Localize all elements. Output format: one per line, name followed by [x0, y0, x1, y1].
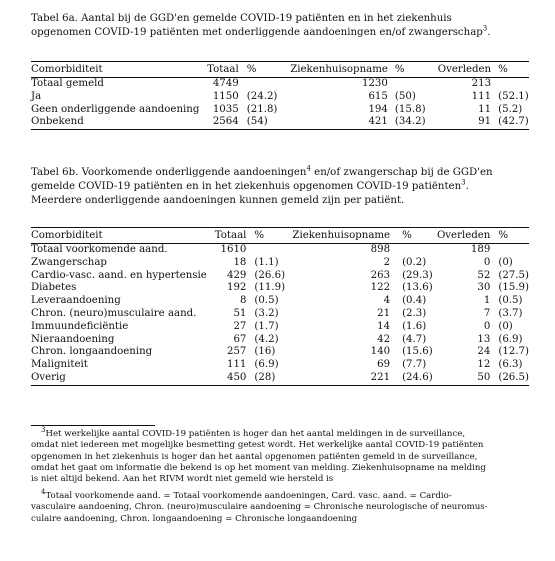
column-header: % — [490, 228, 529, 244]
percent-cell: (1.7) — [254, 320, 279, 332]
caption-line — [31, 26, 531, 40]
table-body — [31, 244, 529, 386]
percent-cell: (15.9) — [498, 282, 529, 294]
table-row — [31, 372, 529, 385]
count-cell: 8 — [239, 295, 247, 307]
row-label: Totaal gemeld — [31, 78, 104, 89]
footnote-line: culaire aandoening, Chron. longaandoening = Chronische longaandoening — [31, 513, 358, 524]
count-cell: 111 — [471, 90, 492, 102]
percent-cell: (6.3) — [498, 359, 523, 371]
percent-cell: (7.7) — [402, 359, 427, 371]
row-label: Maligniteit — [31, 359, 88, 371]
row-label: Immuundeficiëntie — [31, 320, 129, 332]
count-cell: 4749 — [212, 78, 239, 89]
footnote-4 — [31, 488, 529, 525]
count-cell: 194 — [368, 103, 388, 115]
percent-cell — [390, 244, 437, 257]
count-cell: 2 — [383, 256, 391, 268]
count-cell: 263 — [370, 269, 391, 281]
footnote-line: opgenomen in het ziekenhuis is hoger dan het aantal opgenomen patiënten gemeld in de surveillance, — [31, 451, 478, 462]
column-header: Overleden — [437, 228, 490, 244]
count-cell: 13 — [477, 333, 491, 345]
caption-text: Tabel 6b. Voorkomende onderliggende aandoeningen — [31, 167, 307, 178]
row-label: Totaal voorkomende aand. — [31, 244, 168, 255]
percent-cell: (26.5) — [490, 372, 529, 385]
count-cell: 140 — [370, 346, 391, 358]
caption-text: . — [487, 27, 491, 38]
row-label: Onbekend — [31, 116, 200, 129]
caption-text: gemelde COVID-19 patiënten en in het ziekenhuis opgenomen COVID-19 patiënten — [31, 181, 462, 192]
footnote-ref: 4 — [306, 164, 311, 173]
percent-cell: (15.8) — [394, 103, 426, 115]
row-label: Zwangerschap — [31, 256, 107, 268]
count-cell: 257 — [226, 346, 247, 358]
caption-line: Tabel 6a. Aantal bij de GGD'en gemelde COVID-19 patiënten en in het ziekenhuis — [31, 13, 452, 24]
count-cell: 42 — [377, 333, 391, 345]
table-header-row — [31, 228, 529, 244]
footnote-rule — [31, 425, 155, 426]
table-row — [31, 295, 529, 308]
count-cell: 1150 — [212, 90, 239, 102]
caption-text: en/of zwangerschap bij de GGD'en — [310, 167, 493, 178]
count-cell: 14 — [377, 320, 391, 332]
percent-cell: (52.1) — [498, 90, 529, 102]
percent-cell: (4.2) — [254, 333, 279, 345]
percent-cell — [491, 78, 529, 91]
count-cell: 91 — [438, 116, 491, 129]
count-cell: 213 — [471, 78, 492, 89]
percent-cell: (6.9) — [254, 359, 279, 371]
count-cell: 67 — [233, 333, 247, 345]
footnote-line: vasculaire aandoening, Chron. (neuro)musculaire aandoening = Chronische neurologische of neuromus- — [31, 502, 488, 513]
column-header: Comorbiditeit — [31, 62, 200, 78]
count-cell: 1230 — [361, 78, 388, 89]
count-cell: 0 — [483, 320, 491, 332]
caption-text: opgenomen COVID-19 patiënten met onderliggende aandoeningen en/of zwangerschap — [31, 27, 483, 38]
column-header: Totaal — [207, 228, 247, 244]
count-cell: 69 — [377, 359, 391, 371]
table-6b — [31, 227, 529, 386]
count-cell: 12 — [477, 359, 491, 371]
table-header-row — [31, 62, 529, 78]
percent-cell: (2.3) — [402, 307, 427, 319]
count-cell: 1610 — [220, 244, 247, 255]
percent-cell: (0.2) — [402, 256, 427, 268]
count-cell: 11 — [478, 103, 492, 115]
row-label: Diabetes — [31, 282, 77, 294]
percent-cell: (29.3) — [402, 269, 433, 281]
column-header: Ziekenhuisopname — [292, 228, 390, 244]
count-cell: 24 — [477, 346, 491, 358]
percent-cell: (16) — [254, 346, 276, 358]
count-cell: 50 — [437, 372, 490, 385]
percent-cell: (4.7) — [402, 333, 427, 345]
percent-cell: (28) — [246, 372, 292, 385]
table-row — [31, 346, 529, 359]
footnote-line — [31, 488, 529, 502]
column-header: % — [239, 62, 290, 78]
count-cell: 4 — [383, 295, 391, 307]
count-cell: 1 — [483, 295, 491, 307]
footnote-line — [31, 426, 529, 440]
percent-cell — [246, 244, 292, 257]
table-6a-caption — [31, 12, 531, 40]
table-row — [31, 257, 529, 270]
row-label: Ja — [31, 90, 42, 102]
column-header: % — [388, 62, 438, 78]
table-row — [31, 321, 529, 334]
table-row — [31, 91, 529, 104]
percent-cell: (24.6) — [390, 372, 437, 385]
percent-cell: (5.2) — [498, 103, 523, 115]
column-header: % — [246, 228, 292, 244]
percent-cell: (27.5) — [498, 269, 529, 281]
percent-cell: (0) — [498, 320, 513, 332]
count-cell: 421 — [290, 116, 388, 129]
table-row — [31, 334, 529, 347]
table-6a — [31, 61, 529, 130]
footnote-line: is niet altijd bekend. Aan het RIVM wordt niet gemeld wie hersteld is — [31, 474, 334, 485]
column-header: % — [390, 228, 437, 244]
row-label: Leveraandoening — [31, 295, 121, 307]
percent-cell: (3.2) — [254, 307, 279, 319]
caption-line: Meerdere onderliggende aandoeningen kunnen gemeld zijn per patiënt. — [31, 195, 405, 206]
footnote-3 — [31, 426, 529, 485]
percent-cell: (0.5) — [498, 295, 523, 307]
percent-cell: (54) — [239, 116, 290, 129]
percent-cell: (15.6) — [402, 346, 433, 358]
count-cell: 615 — [368, 90, 388, 102]
count-cell: 450 — [207, 372, 247, 385]
row-label: Geen onderliggende aandoening — [31, 103, 200, 115]
row-label: Nieraandoening — [31, 333, 115, 345]
footnote-ref: 3 — [482, 24, 488, 33]
count-cell: 898 — [370, 244, 391, 255]
percent-cell: (42.7) — [491, 116, 529, 129]
percent-cell: (13.6) — [402, 282, 433, 294]
footnote-text: Totaal voorkomende aand. = Totaal voorkomende aandoeningen, Card. vasc. aand. = Cardio- — [45, 491, 452, 501]
percent-cell: (12.7) — [498, 346, 529, 358]
percent-cell — [239, 78, 290, 91]
column-header: Overleden — [438, 62, 491, 78]
count-cell: 1035 — [212, 103, 239, 115]
percent-cell: (0.4) — [402, 295, 427, 307]
count-cell: 2564 — [200, 116, 238, 129]
count-cell: 52 — [477, 269, 491, 281]
table-row — [31, 359, 529, 372]
table-row — [31, 78, 529, 91]
caption-text: . — [465, 181, 469, 192]
footnote-line: omdat het gaat om informatie die bekend is op het moment van melding. Ziekenhuisopname na melding — [31, 462, 486, 473]
row-label: Chron. longaandoening — [31, 346, 153, 358]
table-row — [31, 282, 529, 295]
count-cell: 189 — [470, 244, 491, 255]
table-row — [31, 270, 529, 283]
table-row — [31, 104, 529, 117]
footnote-text: Het werkelijke aantal COVID-19 patiënten is hoger dan het aantal meldingen in de surveillance, — [45, 429, 466, 439]
count-cell: 122 — [370, 282, 391, 294]
percent-cell: (11.9) — [254, 282, 286, 294]
column-header: Ziekenhuisopname — [290, 62, 388, 78]
percent-cell: (24.2) — [246, 90, 278, 102]
table-6b-caption — [31, 166, 531, 208]
count-cell: 51 — [233, 307, 247, 319]
caption-line — [31, 166, 531, 180]
count-cell: 111 — [226, 359, 247, 371]
column-header: Totaal — [200, 62, 238, 78]
table-row — [31, 116, 529, 129]
percent-cell: (3.7) — [498, 307, 523, 319]
footnote-marker: 3 — [41, 426, 46, 435]
footnote-ref: 3 — [461, 178, 466, 187]
percent-cell: (0) — [498, 256, 513, 268]
count-cell: 30 — [477, 282, 491, 294]
column-header: % — [491, 62, 529, 78]
percent-cell: (1.1) — [254, 256, 279, 268]
percent-cell — [490, 244, 529, 257]
count-cell: 0 — [483, 256, 491, 268]
count-cell: 221 — [292, 372, 390, 385]
percent-cell: (34.2) — [388, 116, 438, 129]
count-cell: 192 — [226, 282, 247, 294]
column-header: Comorbiditeit — [31, 228, 207, 244]
count-cell: 21 — [377, 307, 391, 319]
caption-line — [31, 180, 531, 194]
percent-cell: (0.5) — [254, 295, 279, 307]
count-cell: 18 — [233, 256, 247, 268]
percent-cell: (6.9) — [498, 333, 523, 345]
percent-cell: (1.6) — [402, 320, 427, 332]
table-row — [31, 308, 529, 321]
table-row — [31, 244, 529, 257]
table-body — [31, 78, 529, 130]
percent-cell: (26.6) — [254, 269, 286, 281]
footnote-line: omdat niet iedereen met mogelijke besmetting getest wordt. Het werkelijke aantal COVID-19 patiënten — [31, 440, 484, 451]
count-cell: 429 — [226, 269, 247, 281]
row-label: Chron. (neuro)musculaire aand. — [31, 307, 197, 319]
percent-cell: (21.8) — [246, 103, 278, 115]
row-label: Overig — [31, 372, 207, 385]
count-cell: 7 — [483, 307, 491, 319]
footnote-marker: 4 — [41, 488, 46, 497]
row-label: Cardio-vasc. aand. en hypertensie — [31, 269, 207, 281]
percent-cell — [388, 78, 438, 91]
percent-cell: (50) — [394, 90, 416, 102]
count-cell: 27 — [233, 320, 247, 332]
